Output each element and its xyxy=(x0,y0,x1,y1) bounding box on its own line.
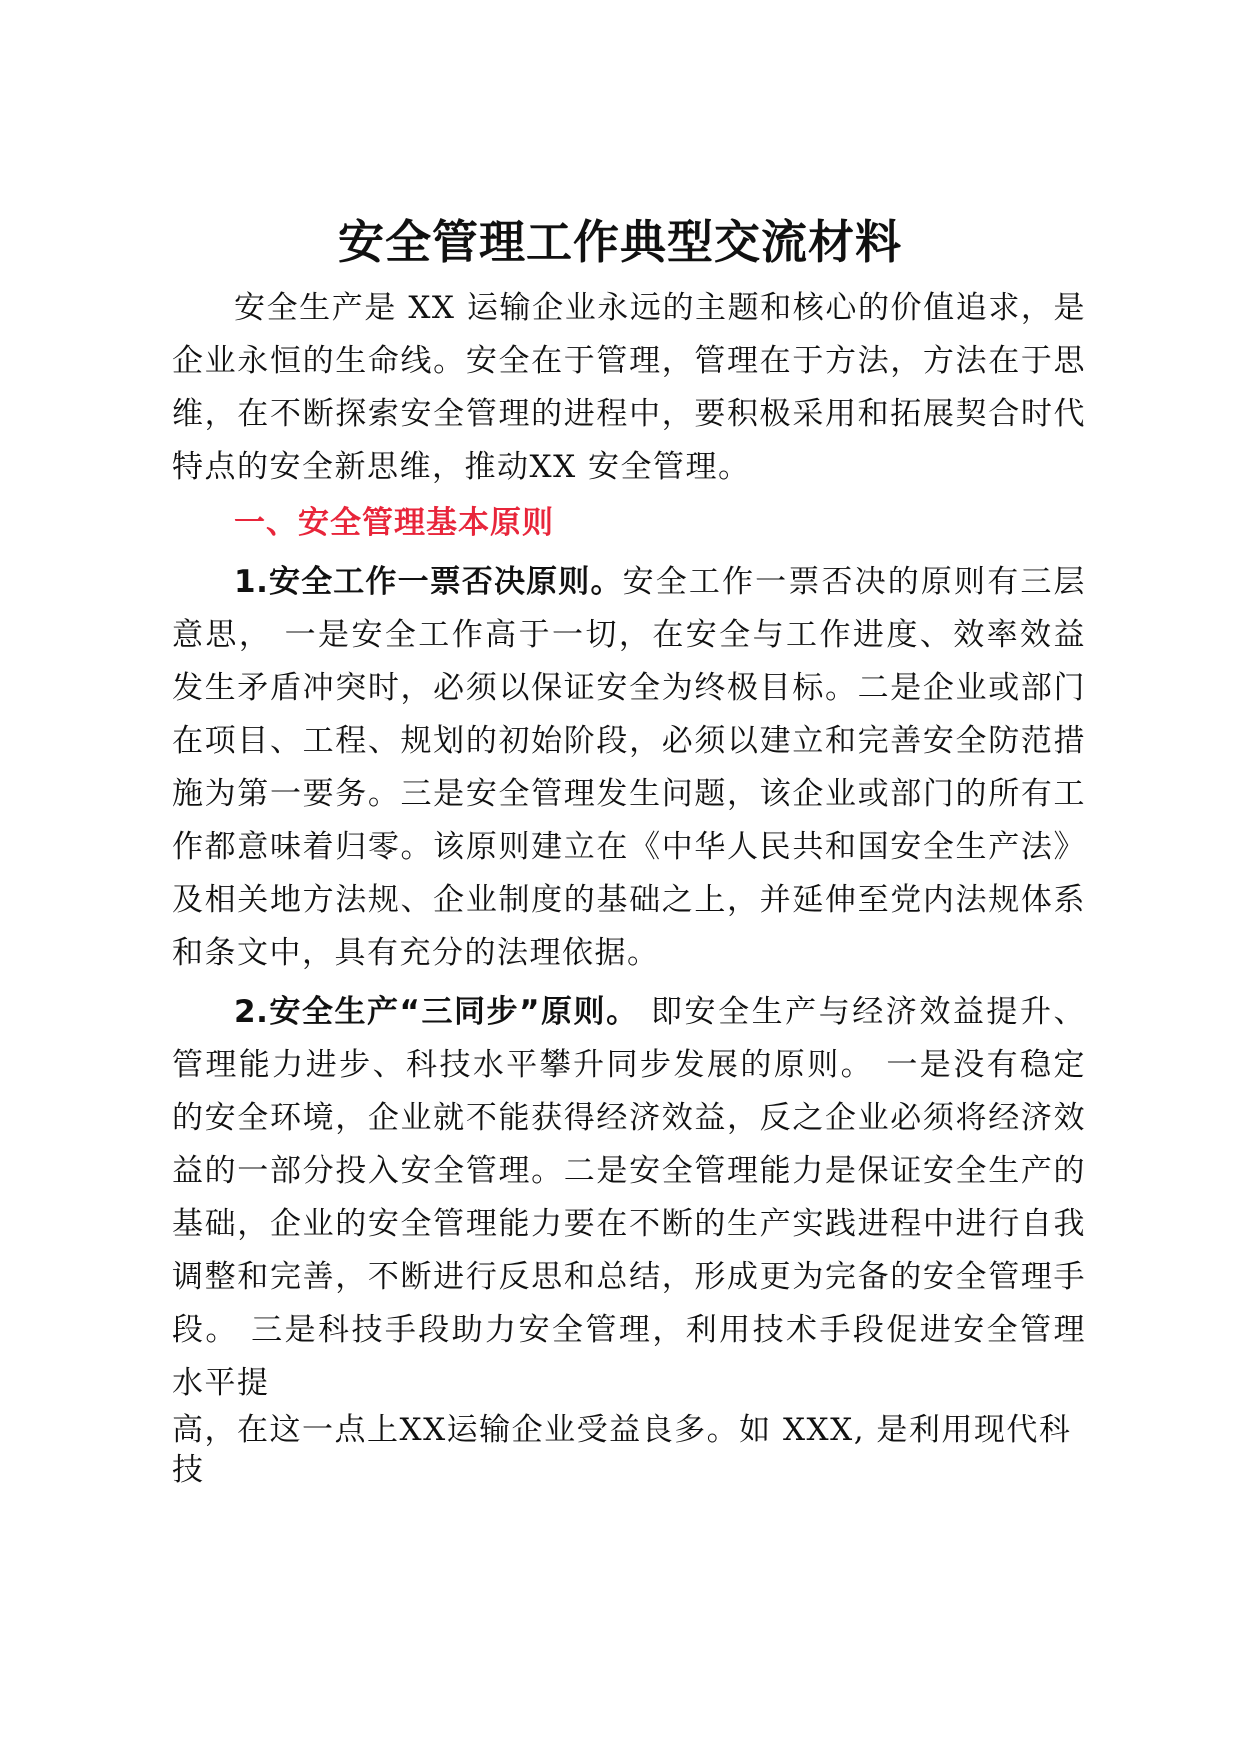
fragment-line-1: 高，在这一点上XX运输企业受益良多。如 XXX, 是利用现代科 xyxy=(172,1412,1072,1448)
fragment-line-2: 技 xyxy=(172,1452,205,1488)
document-body xyxy=(172,282,1086,1490)
document-title: 安全管理工作典型交流材料 xyxy=(338,215,902,269)
section-heading-basic-principles: 一、安全管理基本原则 xyxy=(234,505,554,541)
principle-2-lead: 2.安全生产“三同步”原则。 xyxy=(234,994,639,1030)
principle-2-paragraph xyxy=(172,986,1086,1410)
intro-paragraph: 安全生产是 XX 运输企业永远的主题和核心的价值追求，是企业永恒的生命线。安全在于管理，管理在于方法，方法在于思维，在不断探索安全管理的进程中，要积极采用和拓展契合时代特点的安全新思维，推动XX 安全管理。 xyxy=(172,290,1086,485)
principle-1-lead: 1.安全工作一票否决原则。 xyxy=(234,564,623,600)
principle-1-paragraph xyxy=(172,556,1086,980)
principle-2-text: 即安全生产与经济效益提升、管理能力进步、科技水平攀升同步发展的原则。 一是没有稳定的安全环境，企业就不能获得经济效益，反之企业必须将经济效益的一部分投入安全管理。二是安全管理能力是保证安全生产的基础，企业的安全管理能力要在不断的生产实践进程中进行自我调整和完善，不断进行反思和总结，形成更为完备的安全管理手段。 三是科技手段助力安全管理，利用技术手段促进安全管理水平提 xyxy=(172,994,1087,1401)
principle-1-text: 安全工作一票否决的原则有三层意思， 一是安全工作高于一切，在安全与工作进度、效率效益发生矛盾冲突时，必须以保证安全为终极目标。二是企业或部门在项目、工程、规划的初始阶段，必须以建立和完善安全防范措施为第一要务。三是安全管理发生问题，该企业或部门的所有工作都意味着归零。该原则建立在《中华人民共和国安全生产法》及相关地方法规、企业制度的基础之上，并延伸至党内法规体系和条文中，具有充分的法理依据。 xyxy=(172,564,1086,971)
